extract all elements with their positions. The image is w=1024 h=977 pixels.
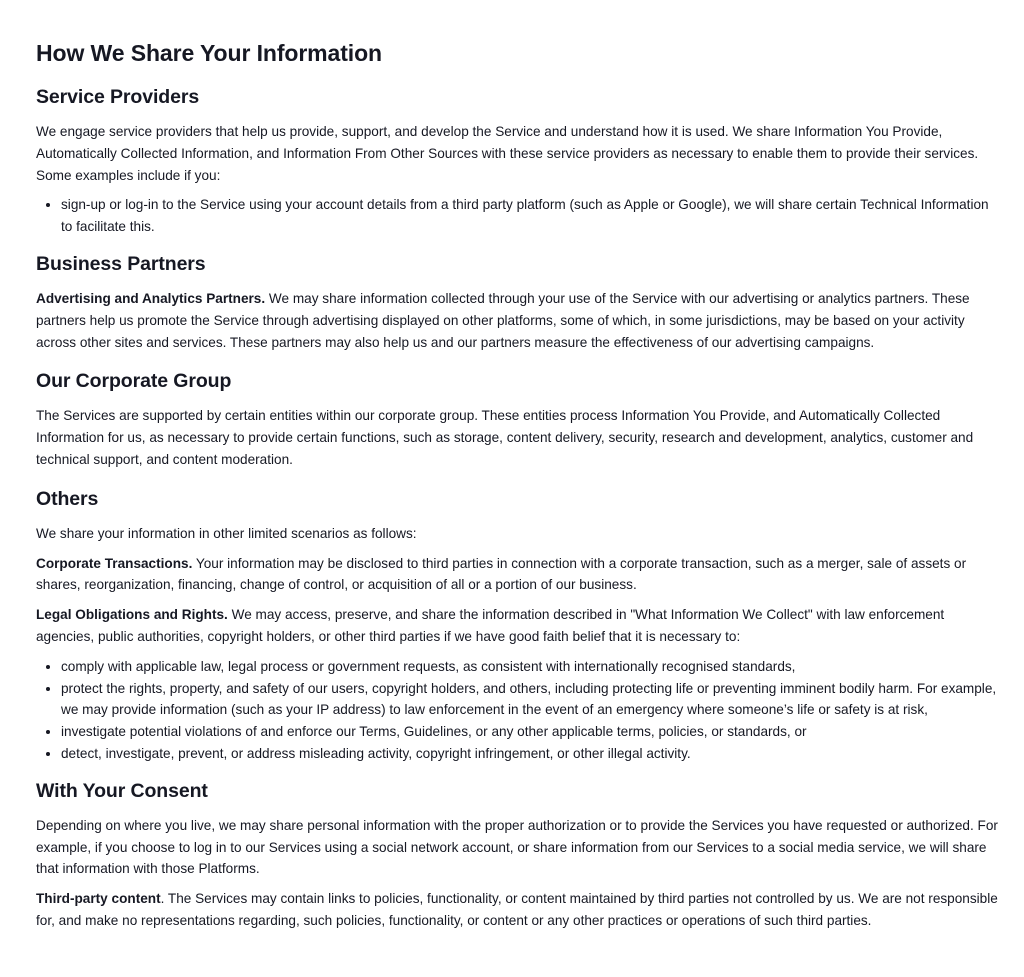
third-party-content-paragraph (36, 888, 1000, 932)
list-item: • detect, investigate, prevent, or address misleading activity, copyright infringement, or other illegal activity. (61, 743, 1000, 765)
legal-obligations-paragraph (36, 604, 1000, 648)
section-heading-service-providers: Service Providers (36, 86, 200, 108)
corporate-transactions-text: Your information may be disclosed to third parties in connection with a corporate transaction, such as a merger, sale of assets or shares, reorganization, financing, change of control, or acquisition of all or a portion of our business. (36, 555, 967, 593)
list-item: • comply with applicable law, legal process or government requests, as consistent with internationally recognised standards, (61, 656, 1000, 678)
list-item: • investigate potential violations of and enforce our Terms, Guidelines, or any other applicable terms, policies, or standards, or (61, 721, 1000, 743)
section-heading-corporate-group: Our Corporate Group (36, 370, 232, 393)
section-corporate-group (36, 367, 1000, 470)
third-party-content-lead: Third-party content (36, 891, 161, 907)
corporate-transactions-paragraph (36, 553, 1000, 597)
service-providers-paragraph: We engage service providers that help us provide, support, and develop the Service and understand how it is used. We share Information You Provide, Automatically Collected Information, and Information From Other Sources with these service providers as necessary to enable them to provide their services. Some examples include if you: (36, 124, 979, 183)
list-item: • protect the rights, property, and safety of our users, copyright holders, and others, including protecting life or preventing imminent bodily harm. For example, we may provide information (such as your IP address) to law enforcement in the event of an emergency where someone’s life or safety is at risk, (61, 678, 1000, 722)
section-heading-consent: With Your Consent (36, 779, 208, 802)
section-others (36, 485, 1000, 765)
service-providers-list (36, 194, 1000, 238)
section-heading-business-partners: Business Partners (36, 252, 206, 275)
section-service-providers (36, 83, 1000, 238)
corporate-group-paragraph: The Services are supported by certain entities within our corporate group. These entities process Information You Provide, and Automatically Collected Information for us, as necessary to provide certain functions, such as storage, content delivery, security, research and development, analytics, customer and technical support, and content moderation. (36, 408, 974, 467)
third-party-content-text: . The Services may contain links to policies, functionality, or content maintained by third parties not controlled by us. We are not responsible for, and make no representations regarding, such policies, functionality, or content or any other practices or operations of such third parties. (36, 891, 998, 928)
advertising-partners-text: We may share information collected through your use of the Service with our advertising or analytics partners. These partners help us promote the Service through advertising displayed on other platforms, some of which, in some jurisdictions, may be based on your activity across other sites and services. These partners may also help us and our partners measure the effectiveness of our advertising campaigns. (36, 290, 970, 350)
legal-obligations-list (36, 656, 1000, 765)
corporate-transactions-lead: Corporate Transactions. (36, 555, 193, 571)
section-consent (36, 777, 1000, 932)
consent-paragraph: Depending on where you live, we may share personal information with the proper authorization or to provide the Services you have requested or authorized. For example, if you choose to log in to our Services using a social network account, or share information from our Services to a social media service, we will share that information with those Platforms. (36, 817, 998, 877)
legal-obligations-text: We may access, preserve, and share the information described in "What Information We Collect" with law enforcement agencies, public authorities, copyright holders, or other third parties if we have good faith belief that it is necessary to: (36, 607, 945, 644)
advertising-partners-lead: Advertising and Analytics Partners. (36, 290, 266, 306)
section-heading-others: Others (36, 487, 99, 510)
business-partners-paragraph (36, 288, 1000, 353)
others-intro: We share your information in other limited scenarios as follows: (36, 525, 417, 541)
section-business-partners (36, 250, 1000, 353)
page-title: How We Share Your Information (36, 40, 382, 66)
list-item: • sign-up or log-in to the Service using your account details from a third party platform (such as Apple or Google), we will share certain Technical Information to facilitate this. (61, 194, 1000, 238)
legal-obligations-lead: Legal Obligations and Rights. (36, 607, 228, 623)
